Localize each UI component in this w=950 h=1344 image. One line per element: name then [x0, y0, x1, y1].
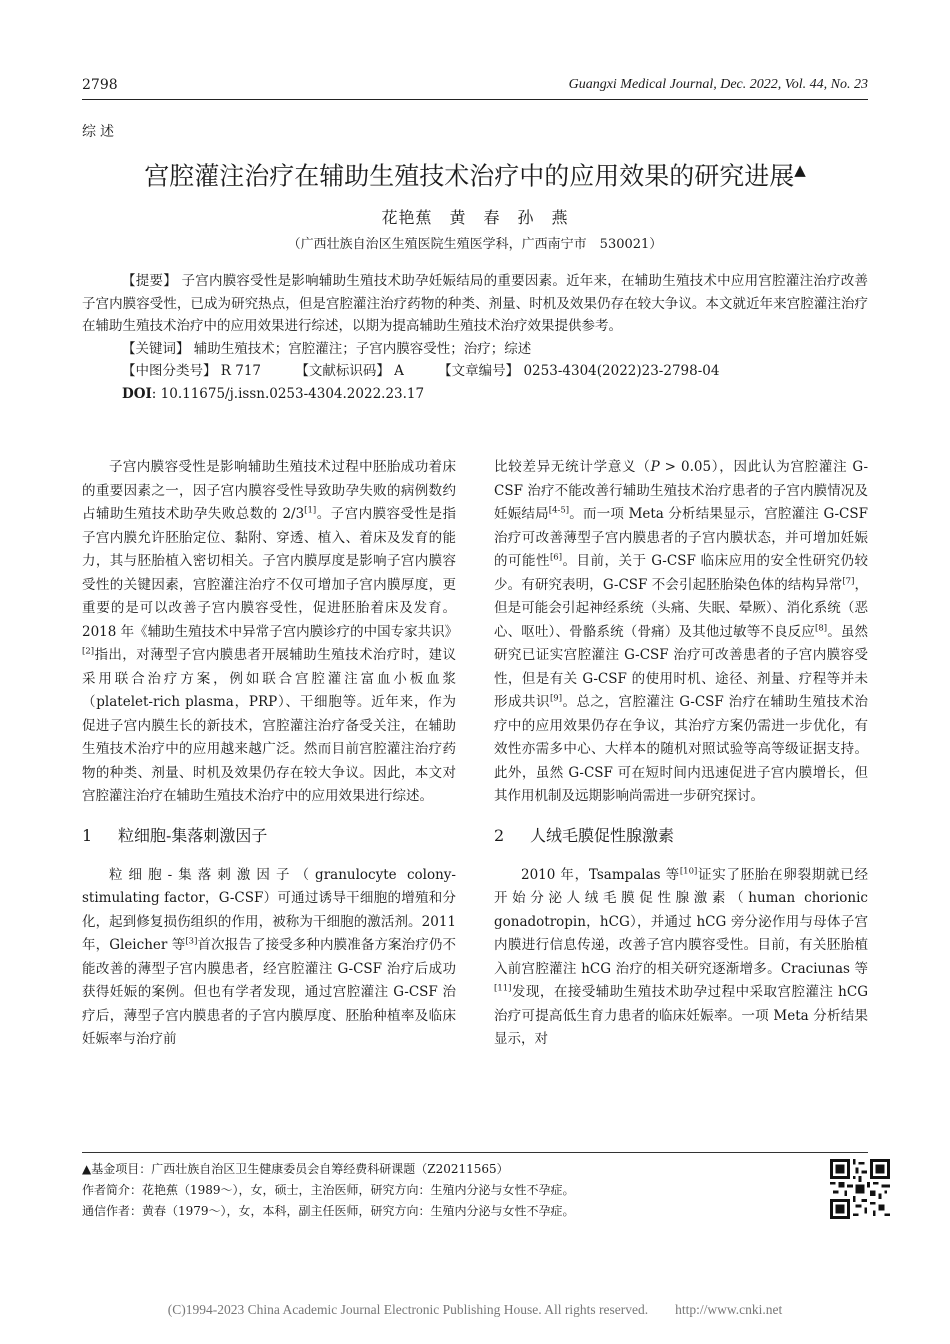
section-number-1: 1 — [82, 825, 93, 845]
abstract-label: 【提要】 — [122, 273, 177, 289]
keywords-label: 【关键词】 — [122, 340, 190, 357]
intro-text-1: 子宫内膜容受性是影响辅助生殖技术过程中胚胎成功着床的重要因素之一，因子宫内膜容受性导致助孕失败的病例数约占辅助生殖技术助孕失败总数的 2/3 — [82, 459, 456, 522]
gcsf-text-2: 首次报告了接受多种内膜准备方案治疗仍不能改善的薄型子宫内膜患者，经宫腔灌注 G-CSF 治疗后成功获得妊娠的案例。但也有学者发现，通过宫腔灌注 G-CSF 治疗后，薄型子宫内膜患者的子宫内膜厚度、胚胎种植率及临床妊娠率与治疗前 — [82, 937, 456, 1047]
keywords-text: 辅助生殖技术；宫腔灌注；子宫内膜容受性；治疗；综述 — [193, 340, 532, 357]
gcsf-cont-text-4: 。目前，关于 G-CSF 临床应用的安全性研究仍较少。有研究表明，G-CSF 不会引起胚胎染色体的结构异常 — [494, 553, 869, 593]
footnote-rule — [82, 1152, 868, 1153]
article-no-value: 0253-4304(2022)23-2798-04 — [523, 363, 720, 379]
clc-label: 【中图分类号】 — [122, 363, 217, 379]
hcg-paragraph — [494, 864, 868, 1052]
intro-text-3: 指出，对薄型子宫内膜患者开展辅助生殖技术治疗时，建议采用联合治疗方案，例如联合宫腔灌注富血小板血浆（platelet-rich plasma，PRP）、干细胞等。近年来，作为促进子宫内膜生长的新技术，宫腔灌注治疗备受关注，在辅助生殖技术治疗中的应用越来越广泛。然而目前宫腔灌注治疗药物的种类、剂量、时机及效果仍存在较大争议。因此，本文对宫腔灌注治疗在辅助生殖技术治疗中的应用效果进行综述。 — [82, 647, 456, 804]
citation-10: [10] — [679, 866, 698, 876]
abstract-block — [82, 270, 868, 405]
section-title-1: 粒细胞-集落刺激因子 — [118, 825, 268, 845]
hcg-text-2: 证实了胚胎在卵裂期就已经开始分泌人绒毛膜促性腺激素（human chorionic gonadotropin，hCG），并通过 hCG 旁分泌作用与母体子宫内膜进行信息传递，改善子宫内膜容受性。目前，有关胚胎植入前宫腔灌注 hCG 治疗的相关研究逐渐增多。Craciunas 等 — [494, 866, 869, 977]
gcsf-cont-text-5: ，但是可能会引起神经系统（头痛、失眠、晕厥）、消化系统（恶心、呕吐）、骨骼系统（骨痛）及其他过敏等不良反应 — [494, 576, 868, 640]
citation-8: [8] — [815, 623, 828, 633]
keywords — [82, 338, 868, 361]
gcsf-cont-text-6: 。虽然研究已证实宫腔灌注 G-CSF 治疗可改善患者的子宫内膜容受性，但是有关 G-CSF 的使用时机、途径、剂量、疗程等并未形成共识 — [494, 623, 869, 710]
author-bio: 作者简介：花艳蕉（1989～），女，硕士，主治医师，研究方向：生殖内分泌与女性不孕症。 — [82, 1183, 575, 1197]
gcsf-paragraph — [82, 864, 456, 1052]
gcsf-text-1: 粒细胞-集落刺激因子（granulocyte colony-stimulating factor，G-CSF）可通过诱导干细胞的增殖和分化，起到修复损伤组织的作用，被称为干细胞的激活剂。2011 年，Gleicher 等 — [82, 866, 456, 953]
corresponding-author: 通信作者：黄春（1979～），女，本科，副主任医师，研究方向：生殖内分泌与女性不孕症。 — [82, 1204, 575, 1218]
section-title-2: 人绒毛膜促性腺激素 — [530, 825, 675, 845]
authors: 花艳蕉 黄 春 孙 燕 — [381, 208, 569, 227]
abstract-text: 子宫内膜容受性是影响辅助生殖技术助孕妊娠结局的重要因素。近年来，在辅助生殖技术中应用宫腔灌注治疗改善子宫内膜容受性，已成为研究热点，但是宫腔灌注治疗药物的种类、剂量、时机及效果仍存在较大争议。本文就近年来宫腔灌注治疗在辅助生殖技术治疗中的应用效果进行综述，以期为提高辅助生殖技术治疗效果提供参考。 — [82, 273, 869, 334]
citation-6: [6] — [549, 552, 563, 563]
gcsf-cont-text-1: 比较差异无统计学意义（ — [494, 459, 651, 475]
hcg-text-1: 2010 年，Tsampalas 等 — [521, 866, 680, 883]
intro-paragraph — [82, 456, 459, 809]
p-value-symbol: P — [650, 459, 660, 475]
doi-value: : 10.11675/j.issn.0253-4304.2022.23.17 — [151, 385, 425, 402]
clc-value: R 717 — [220, 363, 262, 379]
affiliation: （广西壮族自治区生殖医院生殖医学科，广西南宁市 530021） — [287, 237, 663, 252]
page-number: 2798 — [82, 77, 118, 93]
gcsf-cont-text-3: 。而一项 Meta 分析结果显示，宫腔灌注 G-CSF 治疗可改善薄型子宫内膜患者的子宫内膜状态，并可增加妊娠的可能性 — [494, 506, 869, 569]
gcsf-cont-text-7: 。总之，宫腔灌注 G-CSF 治疗在辅助生殖技术治疗中的应用效果仍存在争议，其治疗方案仍需进一步优化，有效性亦需多中心、大样本的随机对照试验等高等级证据支持。此外，虽然 G-CSF 可在短时间内迅速促进子宫内膜增长，但其作用机制及远期影响尚需进一步研究探讨。 — [494, 694, 869, 804]
fund-note: ▲基金项目：广西壮族自治区卫生健康委员会自筹经费科研课题（Z20211565） — [82, 1162, 509, 1176]
title-text: 宫腔灌注治疗在辅助生殖技术治疗中的应用效果的研究进展 — [144, 161, 795, 191]
header-rule — [82, 99, 868, 100]
section-label: 综述 — [82, 124, 118, 140]
citation-9: [9] — [549, 693, 563, 704]
abstract — [82, 270, 868, 338]
left-column — [82, 456, 459, 1052]
footnotes — [82, 1159, 782, 1222]
gcsf-cont-text-2: > 0.05），因此认为宫腔灌注 G-CSF 治疗不能改善行辅助生殖技术治疗患者的子宫内膜情况及妊娠结局 — [494, 459, 869, 522]
gcsf-continued-paragraph — [494, 456, 868, 809]
journal-header: Guangxi Medical Journal, Dec. 2022, Vol. 44, No. 23 — [568, 77, 868, 92]
doccode-label: 【文献标识码】 — [295, 363, 390, 379]
doi-label: DOI — [122, 385, 152, 402]
citation-4-5: [4-5] — [548, 505, 570, 516]
section-heading-1 — [82, 824, 456, 848]
copyright-footer: (C)1994-2023 China Academic Journal Electronic Publishing House. All rights reserved. http://www.cnki.net — [167, 1302, 783, 1317]
citation-11: [11] — [494, 983, 512, 994]
doccode-value: A — [394, 363, 404, 379]
article-title — [0, 152, 950, 194]
hcg-text-3: 发现，在接受辅助生殖技术助孕过程中采取宫腔灌注 hCG 治疗可提高低生育力患者的临床妊娠率。一项 Meta 分析结果显示，对 — [494, 984, 868, 1047]
citation-2: [2] — [82, 646, 95, 657]
fund-mark-icon: ▲ — [794, 161, 806, 179]
article-no-label: 【文章编号】 — [438, 363, 520, 379]
citation-3: [3] — [185, 936, 198, 947]
right-column — [494, 456, 868, 1052]
citation-7: [7] — [842, 576, 855, 586]
section-heading-2 — [494, 824, 868, 848]
intro-text-2: 。子宫内膜容受性是指子宫内膜允许胚胎定位、黏附、穿透、植入、着床及发育的能力，其与胚胎植入密切相关。子宫内膜厚度是影响子宫内膜容受性的关键因素，宫腔灌注治疗不仅可增加子宫内膜厚度，更重要的是可以改善子宫内膜容受性，促进胚胎着床及发育。2018 年《辅助生殖技术中异常子宫内膜诊疗的中国专家共识》 — [82, 506, 459, 640]
section-number-2: 2 — [494, 825, 505, 845]
doi-line — [82, 383, 868, 406]
qr-code-icon — [830, 1159, 890, 1219]
classification-line — [82, 360, 868, 383]
citation-1: [1] — [304, 505, 317, 516]
